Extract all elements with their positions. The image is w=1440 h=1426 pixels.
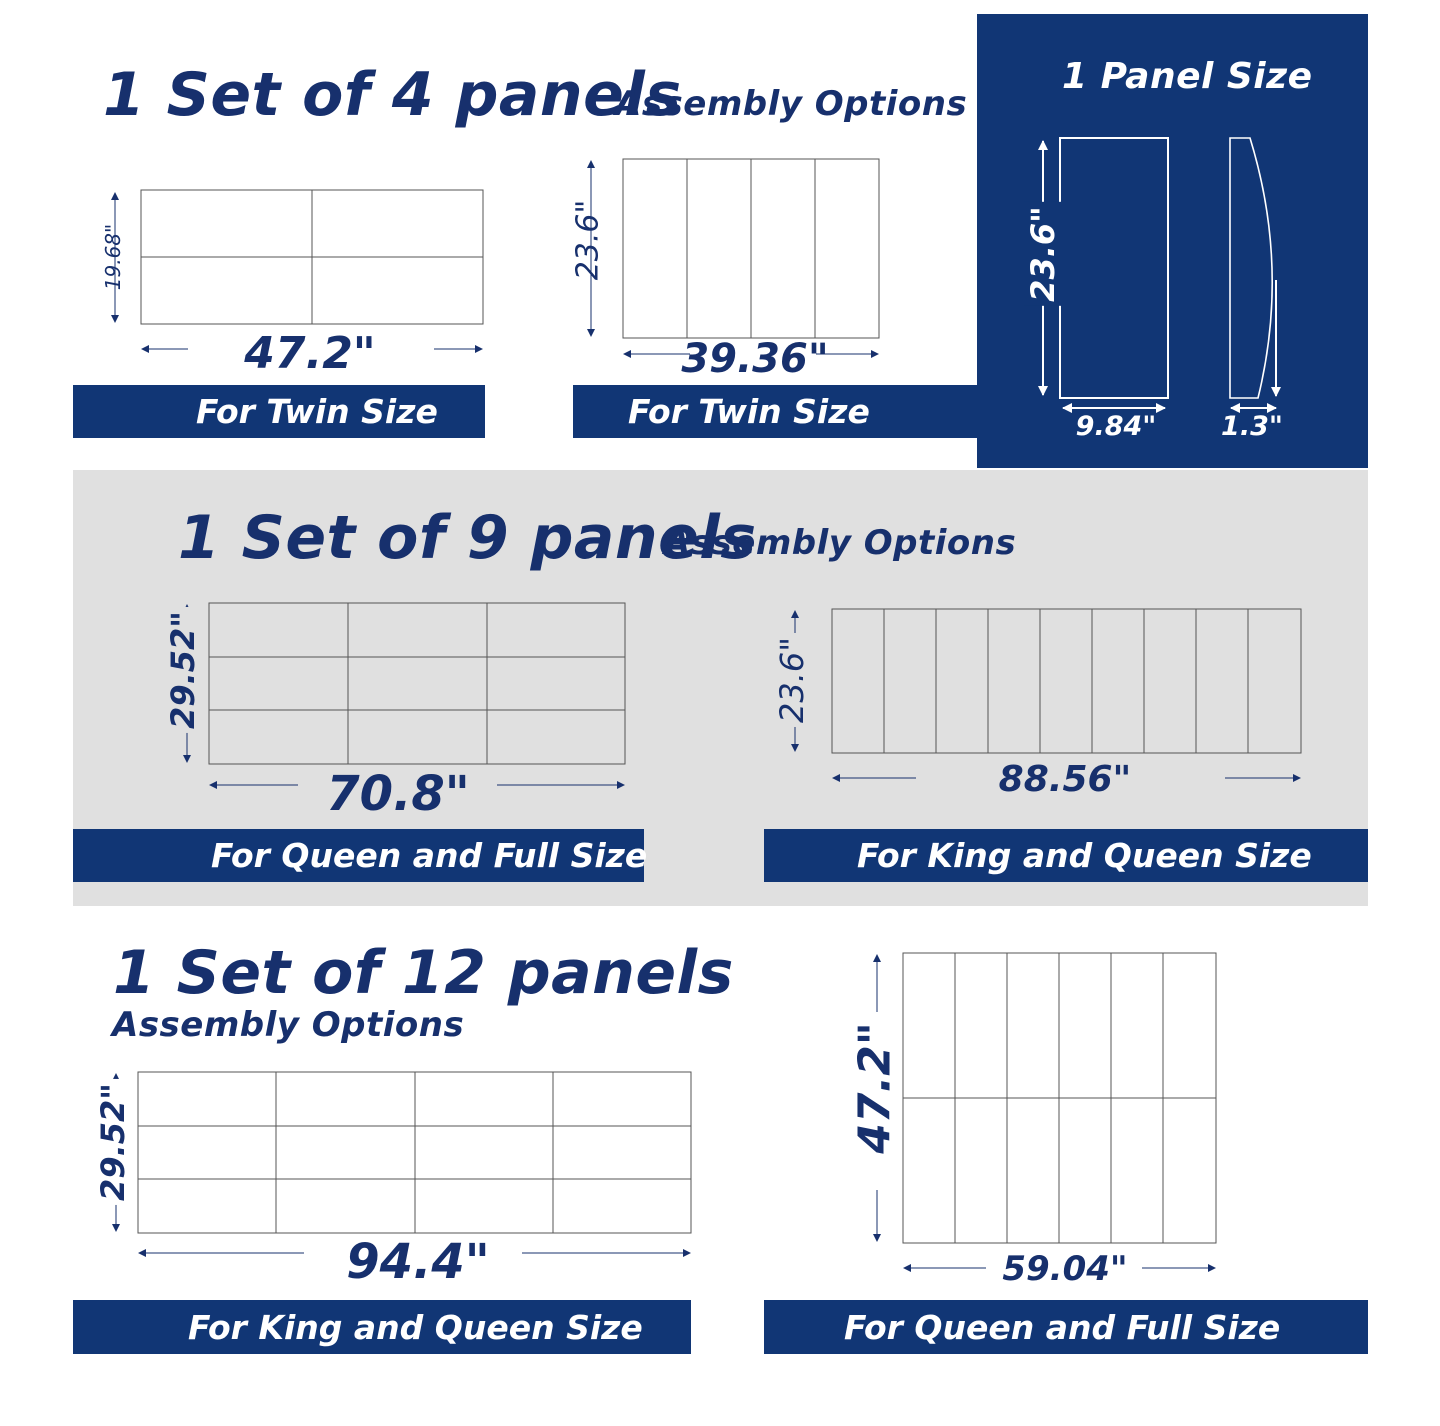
set12-option-a-dimension-lines xyxy=(116,1074,690,1253)
set12-option-b-dimension-lines xyxy=(877,955,1215,1268)
set4-option-a-diagram xyxy=(141,190,483,324)
set4-subtitle: Assembly Options xyxy=(615,84,968,124)
panel-height-label: 23.6" xyxy=(1024,202,1062,306)
panel-depth-label: 1.3" xyxy=(1221,411,1283,442)
single-panel-side xyxy=(1230,138,1272,398)
set9-option-b-size-bar: For King and Queen Size xyxy=(764,829,1368,882)
single-panel-dimension-lines xyxy=(1043,141,1276,408)
set12-option-b-width-label: 59.04" xyxy=(1002,1249,1128,1289)
set9-title: 1 Set of 9 panels xyxy=(178,503,757,573)
set4-option-a-width-label: 47.2" xyxy=(244,328,376,379)
set12-option-b-size-bar: For Queen and Full Size xyxy=(764,1300,1368,1354)
set12-option-b-diagram xyxy=(903,953,1216,1243)
set4-option-a-size-bar: For Twin Size xyxy=(73,385,485,438)
set9-option-a-width-label: 70.8" xyxy=(326,766,470,822)
set4-option-b-size-bar: For Twin Size xyxy=(573,385,977,438)
set9-option-a-diagram xyxy=(209,603,625,764)
set9-option-a-height-label: 29.52" xyxy=(164,607,202,733)
set12-option-a-width-label: 94.4" xyxy=(346,1234,490,1290)
single-panel-front xyxy=(1060,138,1168,398)
set12-subtitle: Assembly Options xyxy=(112,1005,465,1045)
panel-width-label: 9.84" xyxy=(1075,411,1157,442)
set9-subtitle: Assembly Options xyxy=(664,523,1017,563)
set12-option-a-size-bar: For King and Queen Size xyxy=(73,1300,691,1354)
set9-option-b-width-label: 88.56" xyxy=(998,759,1132,800)
set12-option-a-height-label: 29.52" xyxy=(94,1079,132,1205)
set4-option-b-diagram xyxy=(623,159,879,338)
set9-option-a-dimension-lines xyxy=(187,605,624,785)
set9-option-b-diagram xyxy=(832,609,1301,753)
panel-size-title: 1 Panel Size xyxy=(1062,56,1313,97)
set9-option-a-size-bar: For Queen and Full Size xyxy=(73,829,644,882)
set4-option-b-height-label: 23.6" xyxy=(570,199,606,281)
set12-option-b-height-label: 47.2" xyxy=(849,1022,901,1154)
set4-option-a-height-label: 19.68" xyxy=(101,223,125,291)
set4-title: 1 Set of 4 panels xyxy=(103,60,682,130)
set4-option-b-width-label: 39.36" xyxy=(681,336,829,382)
set12-title: 1 Set of 12 panels xyxy=(113,938,734,1008)
set9-option-b-height-label: 23.6" xyxy=(773,633,811,727)
set12-option-a-diagram xyxy=(138,1072,691,1233)
